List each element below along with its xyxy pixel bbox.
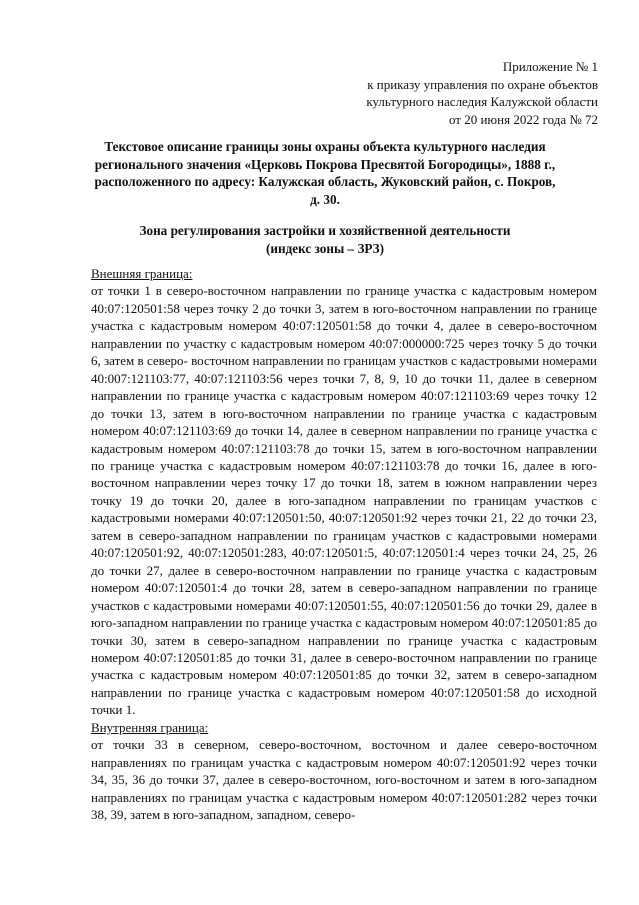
- appendix-header: [366, 58, 598, 128]
- zone-title-line-1: Зона регулирования застройки и хозяйственной деятельности: [139, 223, 511, 238]
- document-title: Текстовое описание границы зоны охраны объекта культурного наследия регионального значения «Церковь Покрова Пресвятой Богородицы», 1888 г., расположенного по адресу: Калужская область, Жуковский район, с. Покров, д. 30.: [94, 139, 556, 207]
- zone-title: [110, 222, 540, 257]
- outer-boundary-heading: Внешняя граница:: [91, 266, 193, 281]
- appendix-line-3: культурного наследия Калужской области: [366, 94, 598, 109]
- appendix-line-1: Приложение № 1: [502, 59, 598, 74]
- zone-title-line-2: (индекс зоны – ЗРЗ): [266, 240, 384, 256]
- inner-boundary-heading: Внутренняя граница:: [91, 719, 209, 735]
- outer-boundary-text: от точки 1 в северо-восточном направлении по границе участка с кадастровым номером 40:07:120501:58 через точку 2 до точки 3, затем в юго-восточном направлении по границе участка с кадастровым номером 40:07:120501:58 до точки 4, далее в северо-восточном направлении по участку с кадастровым номером 40:07:000000:725 через точку 5 до точки 6, затем в северо- восточном направлении по границам участков с кадастровыми номерами 40:007:121103:77, 40:07:121103:56 через точки 7, 8, 9, 10 до точки 11, далее в северном направлении по границе участка с кадастровым номером 40:07:121103:69 через точку 12 до точки 13, затем в юго-восточном направлении по границе участка с кадастровым номером 40:07:121103:69 до точки 14, далее в северном направлении по границе участка с кадастровым номером 40:07:121103:78 до точки 15, затем в юго-восточном направлении по границе участка с кадастровым номером 40:07:121103:78 до точки 16, далее в юго-восточном направлении через точку 17 до точки 18, затем в южном направлении через точку 19 до точки 20, далее в юго-западном направлении по границам участков с кадастровыми номерами 40:07:120501:50, 40:07:120501:92 через точки 21, 22 до точки 23, затем в северо-западном направлении по границам участков с кадастровыми номерами 40:07:120501:92, 40:07:120501:283, 40:07:120501:5, 40:07:120501:4 через точки 24, 25, 26 до точки 27, далее в северо-восточном направлении по границе участка с кадастровым номером 40:07:120501:4 до точки 28, затем в северо-западном направлении по границе участков с кадастровыми номерами 40:07:120501:55, 40:07:120501:56 до точки 29, далее в юго-западном направлении по границе участка с кадастровым номером 40:07:120501:85 до точки 30, затем в северо-западном направлении по границе участка с кадастровым номером 40:07:120501:85 до точки 31, далее в северо-восточном направлении по границе участка с кадастровым номером 40:07:120501:85 до точки 32, затем в северо-западном направлении по границе участка с кадастровым номером 40:07:120501:58 до исходной точки 1.: [91, 283, 597, 718]
- boundary-description: [91, 265, 597, 824]
- appendix-line-2: к приказу управления по охране объектов: [367, 76, 598, 92]
- inner-boundary-text: от точки 33 в северном, северо-восточном, восточном и далее северо-восточном направлениях по границам участка с кадастровым номером 40:07:120501:92 через точки 34, 35, 36 до точки 37, далее в северо-восточном, юго-восточном и затем в юго-западном направлениях по границам участка с кадастровым номером 40:07:120501:282 через точки 38, 39, затем в юго-западном, западном, северо-: [91, 737, 597, 823]
- appendix-line-4: от 20 июня 2022 года № 72: [448, 111, 598, 127]
